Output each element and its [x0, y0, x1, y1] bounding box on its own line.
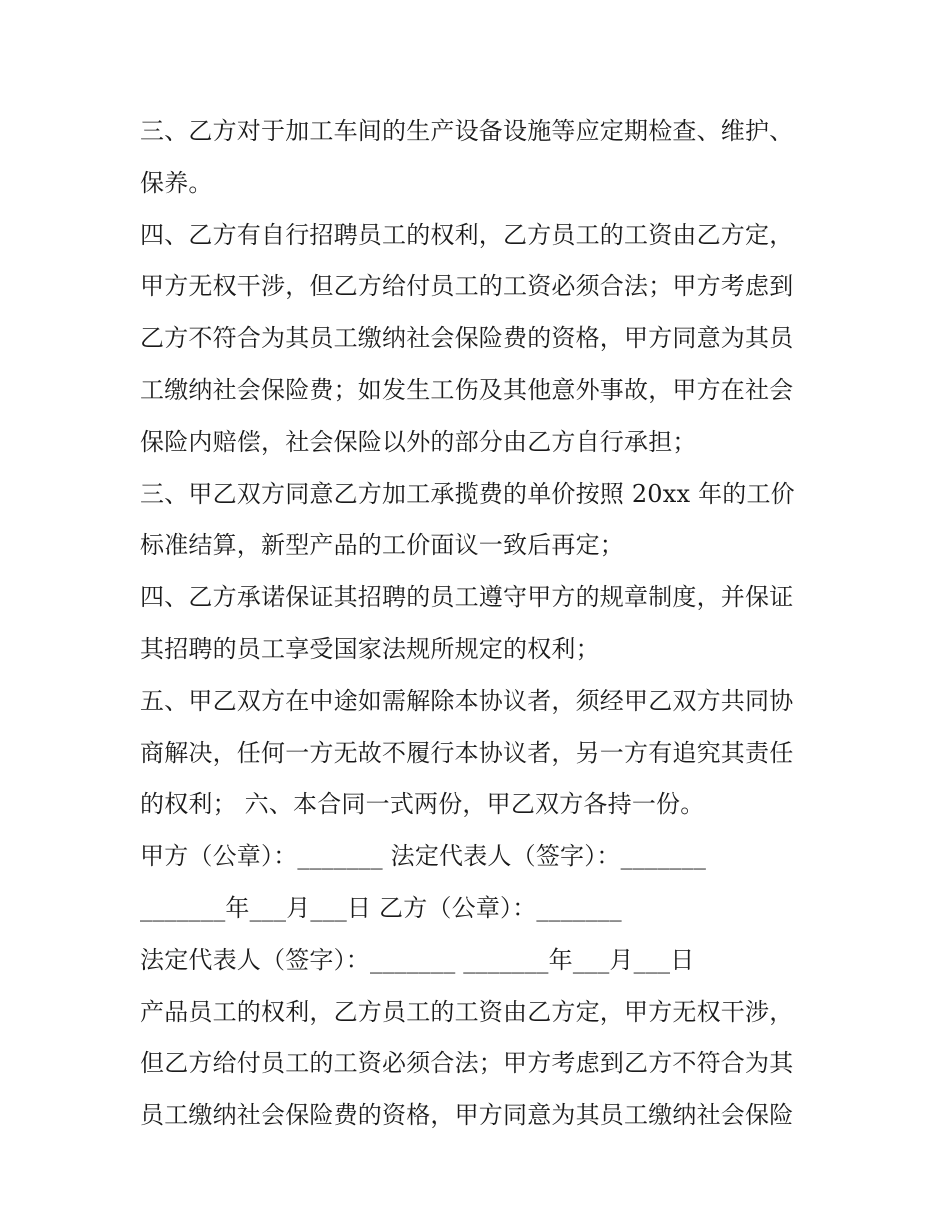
text-line: 商解决，任何一方无故不履行本协议者，另一方有追究其责任 [140, 738, 794, 767]
text-line: 工缴纳社会保险费；如发生工伤及其他意外事故，甲方在社会 [140, 375, 794, 404]
text-line: 但乙方给付员工的工资必须合法；甲方考虑到乙方不符合为其 [140, 1049, 794, 1078]
text-line: 保险内赔偿，社会保险以外的部分由乙方自行承担； [140, 427, 697, 456]
text-line: 甲方无权干涉，但乙方给付员工的工资必须合法；甲方考虑到 [140, 272, 794, 301]
text-line: 乙方不符合为其员工缴纳社会保险费的资格，甲方同意为其员 [140, 324, 794, 353]
text-line: 三、甲乙双方同意乙方加工承揽费的单价按照 20xx 年的工价 [140, 479, 795, 508]
text-line: 的权利； 六、本合同一式两份，甲乙双方各持一份。 [140, 790, 705, 819]
text-line: 保养。 [140, 168, 213, 197]
text-line: 其招聘的员工享受国家法规所规定的权利； [140, 634, 600, 663]
text-line: 五、甲乙双方在中途如需解除本协议者，须经甲乙双方共同协 [140, 686, 794, 715]
text-line: 三、乙方对于加工车间的生产设备设施等应定期检查、维护、 [140, 117, 794, 145]
signature-line: 甲方（公章）：_______ 法定代表人（签字）：_______ [140, 842, 707, 871]
text-line: 四、乙方有自行招聘员工的权利，乙方员工的工资由乙方定， [140, 220, 794, 249]
signature-line: 法定代表人（签字）：_______ _______年___月___日 [140, 945, 695, 974]
text-line: 员工缴纳社会保险费的资格，甲方同意为其员工缴纳社会保险 [140, 1101, 794, 1130]
signature-line: _______年___月___日 乙方（公章）：_______ [140, 893, 622, 922]
text-line: 产品员工的权利，乙方员工的工资由乙方定，甲方无权干涉， [140, 997, 794, 1026]
text-line: 四、乙方承诺保证其招聘的员工遵守甲方的规章制度，并保证 [140, 583, 794, 612]
document-body [140, 106, 820, 1142]
text-line: 标准结算，新型产品的工价面议一致后再定； [140, 531, 624, 560]
